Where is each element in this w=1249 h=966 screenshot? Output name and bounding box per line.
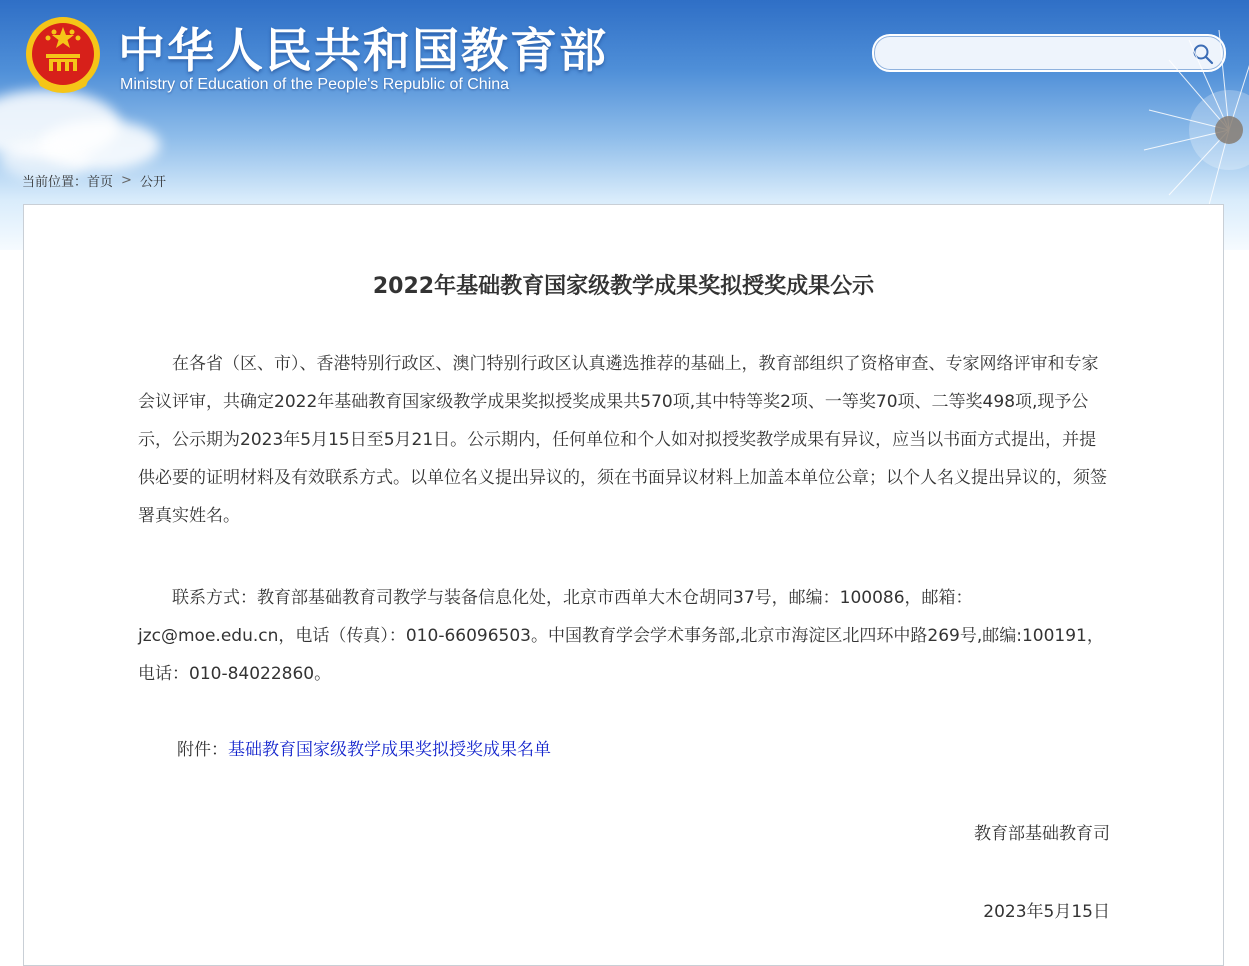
attachment-label: 附件： [177,740,228,760]
breadcrumb-prefix: 当前位置： [22,175,88,190]
national-emblem-icon[interactable] [24,14,102,96]
attachment-line [177,735,551,760]
breadcrumb [22,171,166,190]
signature: 教育部基础教育司 [974,824,1110,844]
attachment-link[interactable]: 基础教育国家级教学成果奖拟授奖成果名单 [228,740,551,760]
breadcrumb-public-link[interactable]: 公开 [139,175,166,190]
article-title: 2022年基础教育国家级教学成果奖拟授奖成果公示 [372,274,875,299]
article-paragraph-notice: 在各省（区、市）、香港特别行政区、澳门特别行政区认真遴选推荐的基础上，教育部组织了资格审查、专家网络评审和专家会议评审，共确定2022年基础教育国家级教学成果奖拟授奖成果共570项,其中特等奖2项、一等奖70项、二等奖498项,现予公示，公示期为2023年5月15日至5月21日。公示期内，任何单位和个人如对拟授奖教学成果有异议，应当以书面方式提出，并提供必要的证明材料及有效联系方式。以单位名义提出异议的，须在书面异议材料上加盖本单位公章；以个人名义提出异议的，须签署真实姓名。 [138,354,1107,526]
dandelion-decoration [1129,20,1249,210]
article-paragraph-contact: 联系方式：教育部基础教育司教学与装备信息化处，北京市西单大木仓胡同37号，邮编：100086，邮箱：jzc@moe.edu.cn，电话（传真）：010-66096503。中国教育学会学术事务部,北京市海淀区北四环中路269号,邮编:100191，电话：010-84022860。 [138,588,1104,684]
article-container [23,204,1224,966]
breadcrumb-home-link[interactable]: 首页 [87,175,114,190]
site-title[interactable]: 中华人民共和国教育部 [118,24,608,79]
publish-date: 2023年5月15日 [983,902,1110,922]
chevron-right-icon: > [121,173,132,188]
site-subtitle: Ministry of Education of the People's Republic of China [120,76,510,93]
